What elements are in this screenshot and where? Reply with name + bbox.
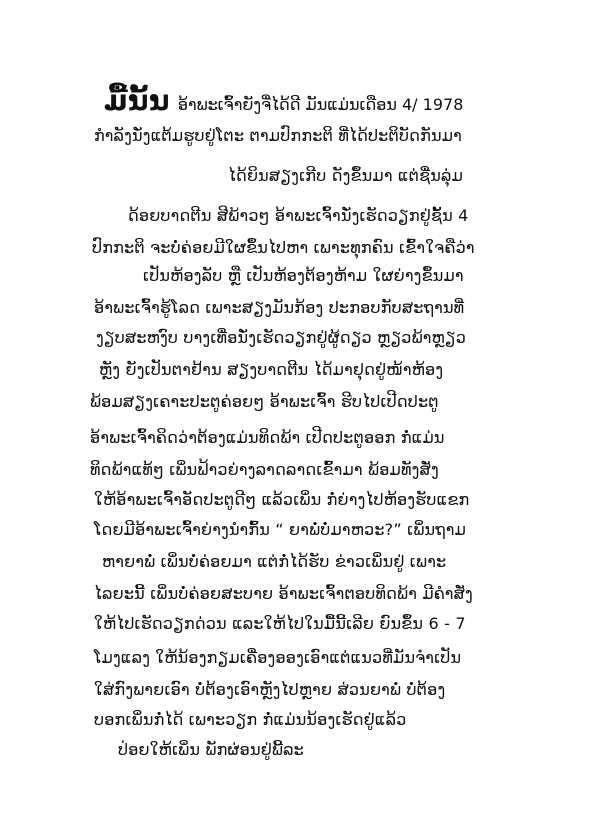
text-line-18: ໂມງແລງ ໃຫ້ນ້ອງກຽມເຄື່ອງອອງເອົາແຕ່ແນວທີ່ມັນຈຳເປັນ <box>94 648 462 667</box>
text-line-12: ທິດພ້າແທ້ໆ ເພິ່ນຟ້າວຍ່າງລາດລາດເຂົ້າມາ ພ້ອມທັງສັ່ງ <box>90 460 439 479</box>
text-line-21: ປ່ອຍໃຫ້ເພິ່ນ ພັກຜ່ອນຢູ່ພີ້ລະ <box>118 740 304 759</box>
first-paragraph-line <box>104 84 463 117</box>
text-line-16: ໄລຍະນີ້ ເພິ່ນບໍ່ຄ່ອຍສະບາຍ ອ້າພະເຈົ້າຕອບທິດພ້າ ມີຄຳສັ່ງ <box>94 584 473 603</box>
text-line-20: ບອກເພິ່ນກໍ່ໄດ້ ເພາະວຽກ ກໍ່ແມ່ນນ້ອງເຮັດຢູ່ແລ້ວ <box>94 710 407 729</box>
text-line-4: ດ້ອຍບາດຕີນ ສີພ້າວໆ ອ້າພະເຈົ້ານັ່ງເຮັດວຽກຢູ່ຊັ້ນ 4 <box>128 206 469 225</box>
text-line-1: ອ້າພະເຈົ້າຍັງຈື່ໄດ້ດີ ມັນແມ່ນເດືອນ 4/ 1978 <box>177 95 464 114</box>
text-line-11: ອ້າພະເຈົ້າຄິດວ່າຕ້ອງແມ່ນທິດພ້າ ເປີດປະຕູອອກ ກໍ່ແມ່ນ <box>90 428 445 447</box>
text-line-15: ຫາຍາພໍ່ ເພິ່ນບໍ່ຄ່ອຍມາ ແຕ່ກໍ່ໄດ້ຮັບ ຂ່າວເພິ່ນຢູ່ ເພາະ <box>102 552 447 571</box>
text-line-19: ໃສ່ກົງພາຍເອົາ ບໍ່ຕ້ອງເອົາຫຼັງໄປຫຼາຍ ສ່ວນຍາພໍ່ ບໍ່ຕ້ອງ <box>94 680 446 699</box>
text-line-9: ຫຼັງ ຍັງເປັນຕາຢ້ານ ສຽງບາດຕີນ ໄດ້ມາຢຸດຢູ່ໜ້າຫ້ອງ <box>99 360 444 379</box>
text-line-10: ພ້ອມສຽງເຄາະປະຕູຄ່ອຍໆ ອ້າພະເຈົ້າ ຮີບໄປເປີດປະຕູ <box>90 392 439 411</box>
text-line-7: ອ້າພະເຈົ້າຮູ້ໂລດ ເພາະສຽງມັນກ້ອງ ປະກອບກັບສະຖານທີ່ <box>94 298 465 317</box>
text-line-17: ໃຫ້ໄປເຮັດວຽກດ່ວນ ແລະໃຫ້ໄປໃນມື້ນີ້ເລີຍ ຍົນຂຶ້ນ 6 - 7 <box>94 614 466 633</box>
text-line-8: ງຽບສະຫງົບ ບາງເທື່ອນັ່ງເຮັດວຽກຢູ່ຜູ້ດຽວ ຫຼຽວພ້າຫຼຽວ <box>96 328 467 347</box>
text-line-3: ໄດ້ຍິນສຽງເກີບ ດັງຂຶ້ນມາ ແຕ່ຊື່ນລຸ່ມ <box>228 166 464 185</box>
text-line-6: ເປັນຫ້ອງລັບ ຫຼື ເປັນຫ້ອງຕ້ອງຫ້າມ ໃຜຍ່າງຂຶ້ນມາ <box>143 266 464 285</box>
text-line-2: ກຳລັງນັ່ງແຕ້ມຮູບຢູ່ໂຕະ ຕາມປົກກະຕິ ທີ່ໄດ້ປະຕິບັດກັນມາ <box>94 126 462 145</box>
text-line-13: ໃຫ້ອ້າພະເຈົ້າອັດປະຕູດີໆ ແລ້ວເພິ່ນ ກໍ່ຍ່າງໄປຫ້ອງຮັບແຂກ <box>94 490 470 509</box>
chapter-heading: ມື້ນັ້ນ <box>104 84 170 117</box>
text-line-14: ໂດຍມີອ້າພະເຈົ້າຍ່າງນຳກົ້ນ “ ຍາພໍ່ບໍ່ມາຫວະ?” ເພິ່ນຖາມ <box>94 520 467 539</box>
text-line-5: ປົກກະຕິ ຈະບໍ່ຄ່ອຍມີໃຜຂຶ້ນໄປຫາ ເພາະທຸກຄົນ ເຂົ້າໃຈຄືວ່າ <box>92 238 475 257</box>
